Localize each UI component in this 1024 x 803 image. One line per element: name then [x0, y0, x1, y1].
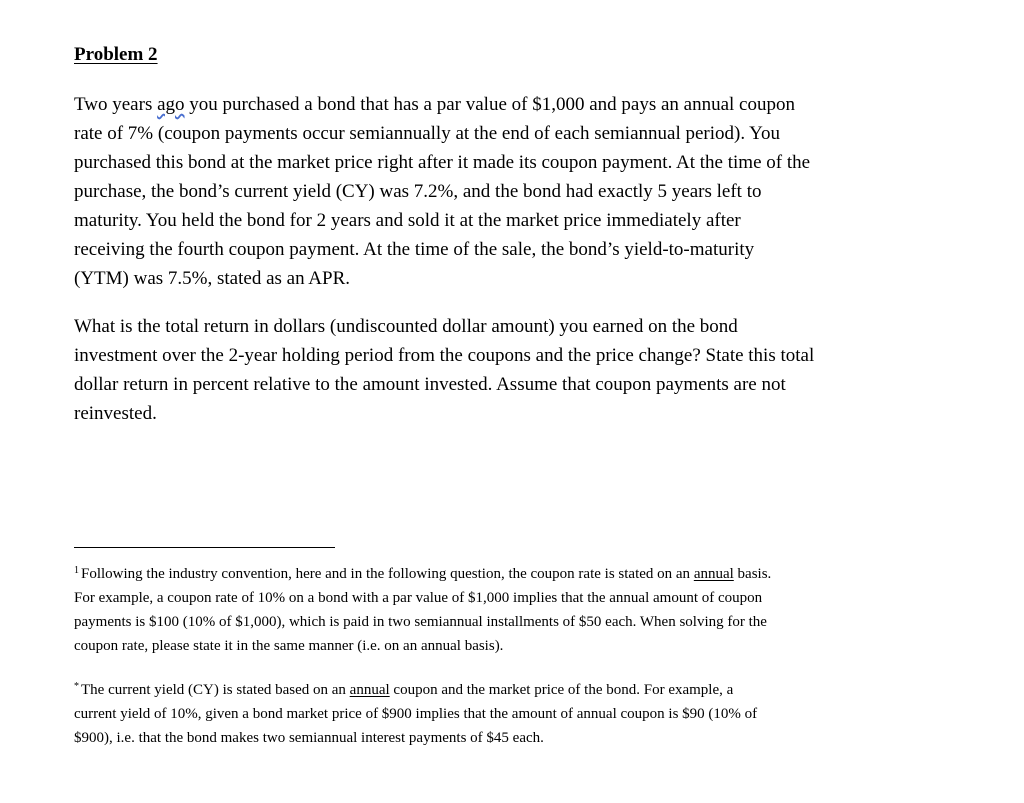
problem-paragraph-2: [74, 312, 814, 428]
footnote-2-line-2: current yield of 10%, given a bond market price of $900 implies that the amount of annual coupon is $90 (10% of: [74, 706, 758, 722]
text-segment: The current yield (CY) is stated based on an: [81, 682, 350, 698]
paragraph-1-line-3: purchased this bond at the market price right after it made its coupon payment. At the time of the: [74, 152, 811, 173]
paragraph-2-line-4: reinvested.: [74, 403, 157, 424]
underlined-word-annual: annual: [693, 566, 734, 582]
paragraph-1-line-6: receiving the fourth coupon payment. At the time of the sale, the bond’s yield-to-maturity: [74, 239, 755, 260]
paragraph-2-line-1: What is the total return in dollars (undiscounted dollar amount) you earned on the bond: [74, 316, 738, 337]
paragraph-1-line-7: (YTM) was 7.5%, stated as an APR.: [74, 268, 350, 289]
paragraph-2-line-3: dollar return in percent relative to the amount invested. Assume that coupon payments are not: [74, 374, 786, 395]
footnote-separator: [74, 547, 335, 548]
footnote-1-line-3: payments is $100 (10% of $1,000), which is paid in two semiannual installments of $50 each. When solving for the: [74, 614, 767, 630]
underlined-word-annual: annual: [349, 682, 390, 698]
footnote-2-line-1: [74, 675, 757, 702]
problem-paragraph-1: [74, 90, 810, 293]
footnote-2: [74, 675, 757, 750]
text-segment: Following the industry convention, here and in the following question, the coupon rate is stated on an: [81, 566, 694, 582]
footnote-1-marker: 1: [74, 565, 79, 576]
paragraph-1-line-2: rate of 7% (coupon payments occur semiannually at the end of each semiannual period). You: [74, 123, 780, 144]
text-segment: Two years: [74, 94, 158, 115]
paragraph-1-line-5: maturity. You held the bond for 2 years and sold it at the market price immediately after: [74, 210, 741, 231]
text-segment: coupon and the market price of the bond. For example, a: [389, 682, 734, 698]
problem-title: Problem 2: [74, 44, 158, 65]
footnote-2-line-3: $900), i.e. that the bond makes two semiannual interest payments of $45 each.: [74, 730, 544, 746]
footnote-1-line-4: coupon rate, please state it in the same manner (i.e. on an annual basis).: [74, 638, 504, 654]
footnote-1-line-1: [74, 559, 771, 586]
paragraph-2-line-2: investment over the 2-year holding period from the coupons and the price change? State this total: [74, 345, 815, 366]
text-segment: basis.: [733, 566, 772, 582]
paragraph-1-line-1: [74, 90, 810, 119]
spellcheck-word-ago: ago: [157, 94, 185, 115]
footnote-1-line-2: For example, a coupon rate of 10% on a bond with a par value of $1,000 implies that the annual amount of coupon: [74, 590, 763, 606]
footnote-2-marker: *: [74, 681, 79, 692]
text-segment: you purchased a bond that has a par value of $1,000 and pays an annual coupon: [184, 94, 795, 115]
paragraph-1-line-4: purchase, the bond’s current yield (CY) was 7.2%, and the bond had exactly 5 years left to: [74, 181, 762, 202]
footnote-1: [74, 559, 771, 658]
